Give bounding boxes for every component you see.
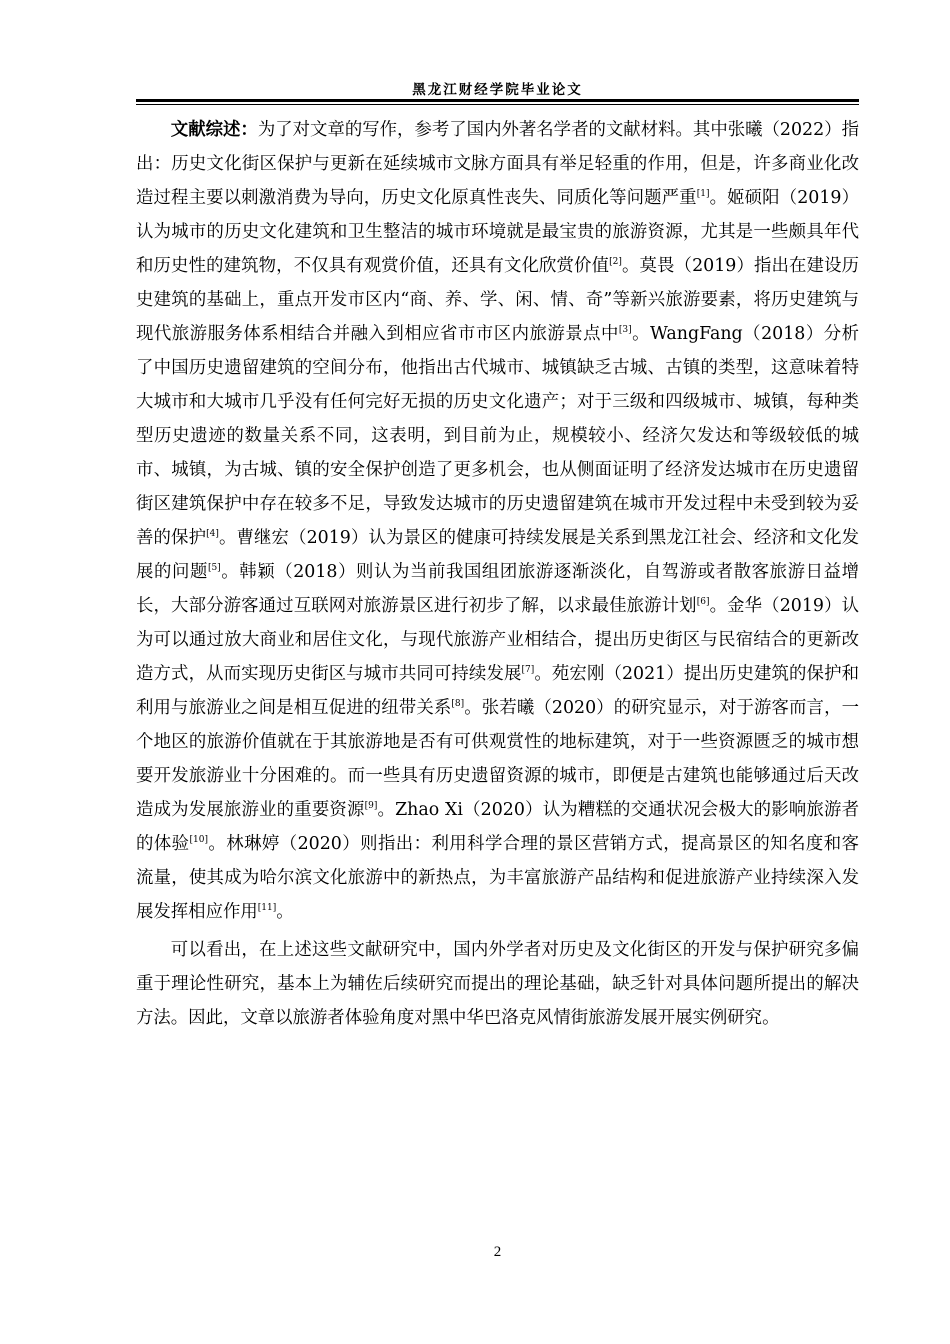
page-header-title: 黑龙江财经学院毕业论文: [412, 82, 583, 98]
page-number: 2: [493, 1244, 502, 1260]
section-lead-label: 文献综述：: [170, 120, 258, 140]
citation-ref: [3]: [618, 325, 632, 335]
paragraph-text: 。莫畏（2019）指出在建设历史建筑的基础上，重点开发市区内“商、养、学、闲、情、奇”等新兴旅游要素，将历史建筑与现代旅游服务体系相结合并融入到相应省市市区内旅游景点中: [136, 256, 859, 344]
paragraph-text: 。曹继宏（2019）认为景区的健康可持续发展是关系到黑龙江社会、经济和文化发展的问题: [136, 528, 859, 582]
citation-ref: [7]: [521, 665, 535, 675]
citation-ref: [1]: [696, 189, 710, 199]
paragraph-text: 。姬硕阳（2019）认为城市的历史文化建筑和卫生整洁的城市环境就是最宝贵的旅游资源，尤其是一些颇具年代和历史性的建筑物，不仅具有观赏价值，还具有文化欣赏价值: [136, 188, 859, 276]
paragraph-text: 。金华（2019）认为可以通过放大商业和居住文化，与现代旅游产业相结合，提出历史街区与民宿结合的更新改造方式，从而实现历史街区与城市共同可持续发展: [136, 596, 859, 684]
citation-ref: [10]: [189, 835, 208, 845]
header-rule-thin: [136, 104, 859, 105]
literature-review-paragraph: [136, 113, 859, 929]
paragraph-text: 。张若曦（2020）的研究显示，对于游客而言，一个地区的旅游价值就在于其旅游地是否有可供观赏性的地标建筑，对于一些资源匮乏的城市想要开发旅游业十分困难的。而一些具有历史遗留资源的城市，即便是古建筑也能够通过后天改造成为发展旅游业的重要资源: [136, 698, 859, 820]
paragraph-text: 。韩颖（2018）则认为当前我国组团旅游逐渐淡化，自驾游或者散客旅游日益增长，大部分游客通过互联网对旅游景区进行初步了解，以求最佳旅游计划: [136, 562, 859, 616]
paragraph-text: 为了对文章的写作，参考了国内外著名学者的文献材料。其中张曦（2022）指出：历史文化街区保护与更新在延续城市文脉方面具有举足轻重的作用，但是，许多商业化改造过程主要以刺激消费为导向，历史文化原真性丧失、同质化等问题严重: [136, 120, 859, 208]
paragraph-text: 。WangFang（2018）分析了中国历史遗留建筑的空间分布，他指出古代城市、城镇缺乏古城、古镇的类型，这意味着特大城市和大城市几乎没有任何完好无损的历史文化遗产；对于三级和四级城市、城镇，每种类型历史遗迹的数量关系不同，这表明，到目前为止，规模较小、经济欠发达和等级较低的城市、城镇，为古城、镇的安全保护创造了更多机会，也从侧面证明了经济发达城市在历史遗留街区建筑保护中存在较多不足，导致发达城市的历史遗留建筑在城市开发过程中未受到较为妥善的保护: [136, 324, 859, 548]
citation-ref: [11]: [257, 903, 277, 913]
citation-ref: [5]: [207, 563, 221, 573]
summary-paragraph: 可以看出，在上述这些文献研究中，国内外学者对历史及文化街区的开发与保护研究多偏重于理论性研究，基本上为辅佐后续研究而提出的理论基础，缺乏针对具体问题所提出的解决方法。因此，文章以旅游者体验角度对黑中华巴洛克风情街旅游发展开展实例研究。: [136, 940, 859, 1028]
paragraph-text: 。苑宏刚（2021）提出历史建筑的保护和利用与旅游业之间是相互促进的纽带关系: [136, 664, 859, 718]
paragraph-text: 。Zhao Xi（2020）认为糟糕的交通状况会极大的影响旅游者的体验: [136, 800, 859, 854]
citation-ref: [4]: [206, 529, 219, 539]
header-rule-thick: [136, 99, 859, 102]
citation-ref: [6]: [696, 597, 710, 607]
citation-ref: [9]: [364, 801, 378, 811]
paragraph-text: 。: [276, 902, 294, 922]
body-content: [136, 113, 859, 1035]
citation-ref: [8]: [451, 699, 465, 709]
paragraph-text: 。林琳婷（2020）则指出：利用科学合理的景区营销方式，提高景区的知名度和客流量，使其成为哈尔滨文化旅游中的新热点，为丰富旅游产品结构和促进旅游产业持续深入发展发挥相应作用: [136, 834, 859, 922]
citation-ref: [2]: [609, 257, 622, 267]
